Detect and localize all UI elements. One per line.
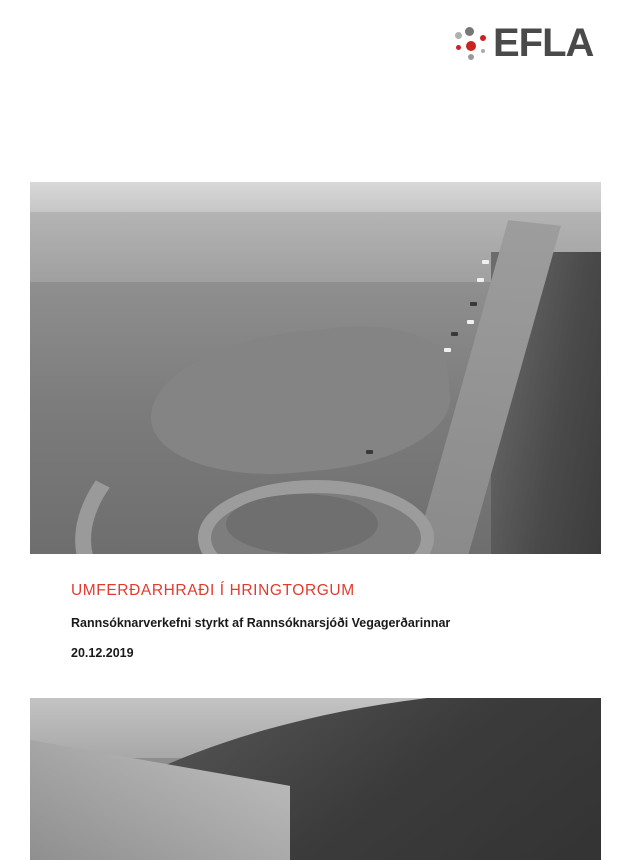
efla-logo bbox=[455, 22, 605, 66]
logo-dots-icon bbox=[455, 26, 493, 60]
title-block bbox=[71, 582, 591, 660]
photo-vehicle bbox=[482, 260, 489, 264]
cover-photo-bottom bbox=[30, 698, 601, 860]
page-date: 20.12.2019 bbox=[71, 646, 134, 660]
page-title: UMFERÐARHRAÐI Í HRINGTORGUM bbox=[71, 582, 355, 599]
page-subtitle: Rannsóknarverkefni styrkt af Rannsóknarsjóði Vegagerðarinnar bbox=[71, 616, 451, 630]
photo-roundabout-island bbox=[226, 494, 378, 554]
logo-wordmark: EFLA bbox=[493, 21, 594, 65]
photo-vehicle bbox=[477, 278, 484, 282]
photo-vehicle bbox=[444, 348, 451, 352]
photo-vehicle bbox=[470, 302, 477, 306]
photo-vehicle bbox=[467, 320, 474, 324]
cover-photo-top bbox=[30, 182, 601, 554]
photo-vehicle bbox=[451, 332, 458, 336]
photo-vehicle bbox=[366, 450, 373, 454]
